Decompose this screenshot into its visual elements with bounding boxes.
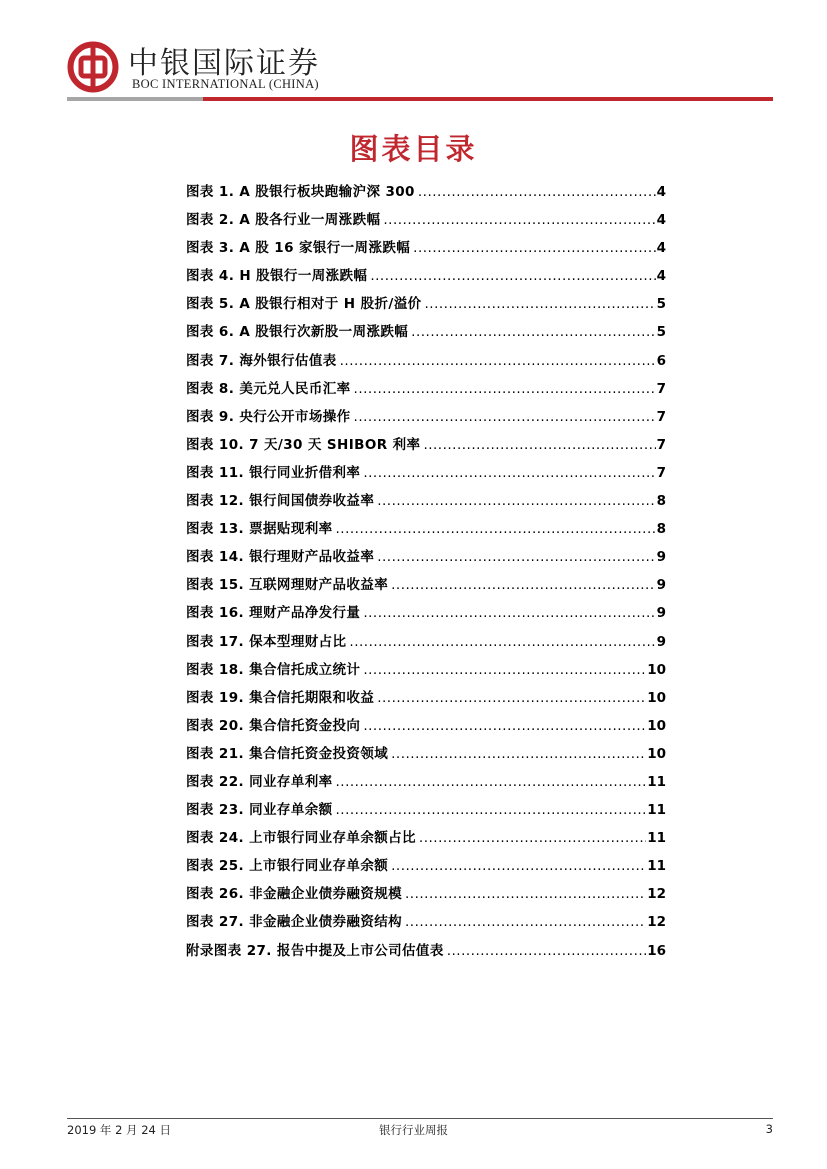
toc-dot-leader [411, 318, 655, 346]
toc-entry-page[interactable]: 11 [647, 830, 666, 847]
toc-entry[interactable] [186, 880, 666, 908]
footer-date: 2019 年 2 月 24 日 [67, 1123, 171, 1137]
toc-entry[interactable] [186, 487, 666, 515]
toc-entry-label[interactable]: 图表 16. 理财产品净发行量 [186, 605, 361, 622]
toc-entry[interactable] [186, 234, 666, 262]
toc-entry-page[interactable]: 11 [647, 773, 666, 790]
toc-entry-label[interactable]: 图表 3. A 股 16 家银行一周涨跌幅 [186, 240, 411, 257]
toc-entry-label[interactable]: 图表 22. 同业存单利率 [186, 773, 333, 790]
footer-report-type: 银行行业周报 [379, 1123, 448, 1137]
toc-dot-leader [405, 908, 646, 936]
toc-entry[interactable] [186, 599, 666, 627]
toc-entry-label[interactable]: 图表 23. 同业存单余额 [186, 802, 333, 819]
toc-entry[interactable] [186, 824, 666, 852]
toc-entry-label[interactable]: 图表 13. 票据贴现利率 [186, 521, 333, 538]
toc-entry[interactable] [186, 375, 666, 403]
toc-dot-leader [363, 712, 646, 740]
toc-entry[interactable] [186, 347, 666, 375]
toc-entry-page[interactable]: 12 [647, 886, 666, 903]
toc-entry-page[interactable]: 4 [656, 268, 666, 285]
toc-entry-page[interactable]: 11 [647, 802, 666, 819]
toc-dot-leader [340, 347, 656, 375]
toc-entry[interactable] [186, 318, 666, 346]
toc-dot-leader [377, 684, 646, 712]
header-rule-gray [67, 97, 203, 101]
toc-entry[interactable] [186, 262, 666, 290]
toc-entry-label[interactable]: 图表 2. A 股各行业一周涨跌幅 [186, 212, 381, 229]
toc-dot-leader [363, 459, 655, 487]
toc-dot-leader [413, 234, 655, 262]
toc-entry[interactable] [186, 178, 666, 206]
toc-entry-page[interactable]: 10 [647, 689, 666, 706]
toc-entry-label[interactable]: 图表 15. 互联网理财产品收益率 [186, 577, 389, 594]
toc-dot-leader [354, 403, 656, 431]
toc-entry[interactable] [186, 684, 666, 712]
toc-entry-label[interactable]: 图表 25. 上市银行同业存单余额 [186, 858, 389, 875]
toc-dot-leader [363, 599, 655, 627]
toc-entry-page[interactable]: 9 [656, 605, 666, 622]
toc-entry-label[interactable]: 图表 12. 银行间国债券收益率 [186, 493, 375, 510]
toc-entry[interactable] [186, 908, 666, 936]
toc-dot-leader [447, 937, 646, 965]
footer-rule [67, 1118, 773, 1119]
toc-entry[interactable] [186, 543, 666, 571]
toc-entry[interactable] [186, 937, 666, 965]
toc-entry-page[interactable]: 16 [647, 942, 666, 959]
header-rule-red [203, 97, 773, 101]
toc-entry-page[interactable]: 9 [656, 549, 666, 566]
toc-entry[interactable] [186, 740, 666, 768]
toc-entry-page[interactable]: 7 [656, 464, 666, 481]
toc-entry-label[interactable]: 图表 26. 非金融企业债券融资规模 [186, 886, 403, 903]
toc-entry-page[interactable]: 4 [656, 212, 666, 229]
toc-entry[interactable] [186, 656, 666, 684]
toc-dot-leader [354, 375, 656, 403]
toc-dot-leader [391, 852, 646, 880]
toc-entry-page[interactable]: 5 [656, 324, 666, 341]
toc-entry-label[interactable]: 图表 18. 集合信托成立统计 [186, 661, 361, 678]
toc-entry-page[interactable]: 6 [656, 352, 666, 369]
toc-entry-page[interactable]: 8 [656, 493, 666, 510]
toc-entry-page[interactable]: 7 [656, 436, 666, 453]
toc-entry-label[interactable]: 图表 14. 银行理财产品收益率 [186, 549, 375, 566]
toc-entry-page[interactable]: 8 [656, 521, 666, 538]
toc-dot-leader [370, 262, 655, 290]
toc-entry-page[interactable]: 9 [656, 577, 666, 594]
toc-entry[interactable] [186, 290, 666, 318]
toc-entry-label[interactable]: 图表 8. 美元兑人民币汇率 [186, 380, 351, 397]
toc-dot-leader [363, 656, 646, 684]
toc-entry[interactable] [186, 571, 666, 599]
toc-entry-label[interactable]: 图表 20. 集合信托资金投向 [186, 717, 361, 734]
toc-entry-page[interactable]: 12 [647, 914, 666, 931]
toc-entry[interactable] [186, 206, 666, 234]
toc-entry-label[interactable]: 图表 11. 银行同业折借利率 [186, 464, 361, 481]
toc-dot-leader [349, 628, 655, 656]
toc-entry[interactable] [186, 796, 666, 824]
toc-entry[interactable] [186, 628, 666, 656]
toc-entry[interactable] [186, 431, 666, 459]
toc-entry-page[interactable]: 7 [656, 408, 666, 425]
toc-dot-leader [425, 290, 656, 318]
toc-entry[interactable] [186, 768, 666, 796]
toc-dot-leader [419, 824, 646, 852]
toc-entry-page[interactable]: 7 [656, 380, 666, 397]
toc-entry-label[interactable]: 图表 19. 集合信托期限和收益 [186, 689, 375, 706]
toc-entry-label[interactable]: 图表 27. 非金融企业债券融资结构 [186, 914, 403, 931]
boc-logo-icon [67, 41, 119, 93]
brand-name-cn: 中银国际证券 [128, 46, 320, 81]
toc-entry-label[interactable]: 图表 9. 央行公开市场操作 [186, 408, 351, 425]
toc-entry-page[interactable]: 11 [647, 858, 666, 875]
page-header [0, 0, 827, 104]
page-title: 图表目录 [349, 132, 478, 166]
table-of-figures [186, 178, 666, 965]
brand-name-en: BOC INTERNATIONAL (CHINA) [132, 77, 319, 91]
toc-dot-leader [336, 515, 656, 543]
toc-entry-label[interactable]: 图表 7. 海外银行估值表 [186, 352, 337, 369]
footer-page-number: 3 [765, 1122, 773, 1136]
toc-dot-leader [405, 880, 646, 908]
toc-entry-page[interactable]: 4 [656, 240, 666, 257]
toc-entry-page[interactable]: 10 [647, 745, 666, 762]
toc-entry-label[interactable]: 图表 17. 保本型理财占比 [186, 633, 347, 650]
toc-entry-label[interactable]: 图表 21. 集合信托资金投资领域 [186, 745, 389, 762]
toc-entry-page[interactable]: 9 [656, 633, 666, 650]
toc-entry-page[interactable]: 10 [647, 717, 666, 734]
toc-dot-leader [423, 431, 655, 459]
toc-entry[interactable] [186, 852, 666, 880]
toc-dot-leader [391, 571, 655, 599]
toc-dot-leader [336, 796, 647, 824]
toc-entry-label[interactable]: 附录图表 27. 报告中提及上市公司估值表 [186, 942, 444, 959]
toc-dot-leader [377, 487, 655, 515]
toc-dot-leader [377, 543, 655, 571]
toc-entry[interactable] [186, 403, 666, 431]
toc-entry-label[interactable]: 图表 5. A 股银行相对于 H 股折/溢价 [186, 296, 422, 313]
toc-entry-label[interactable]: 图表 1. A 股银行板块跑输沪深 300 [186, 184, 415, 200]
toc-entry-label[interactable]: 图表 4. H 股银行一周涨跌幅 [186, 268, 368, 285]
toc-dot-leader [383, 206, 655, 234]
toc-dot-leader [418, 178, 656, 206]
toc-dot-leader [391, 740, 646, 768]
toc-entry-label[interactable]: 图表 10. 7 天/30 天 SHIBOR 利率 [186, 436, 421, 453]
toc-entry-label[interactable]: 图表 6. A 股银行次新股一周涨跌幅 [186, 324, 409, 341]
toc-entry-label[interactable]: 图表 24. 上市银行同业存单余额占比 [186, 830, 416, 847]
toc-entry-page[interactable]: 10 [647, 661, 666, 678]
toc-entry[interactable] [186, 459, 666, 487]
toc-entry[interactable] [186, 515, 666, 543]
toc-entry[interactable] [186, 712, 666, 740]
toc-entry-page[interactable]: 4 [656, 184, 666, 200]
toc-dot-leader [336, 768, 647, 796]
toc-entry-page[interactable]: 5 [656, 296, 666, 313]
